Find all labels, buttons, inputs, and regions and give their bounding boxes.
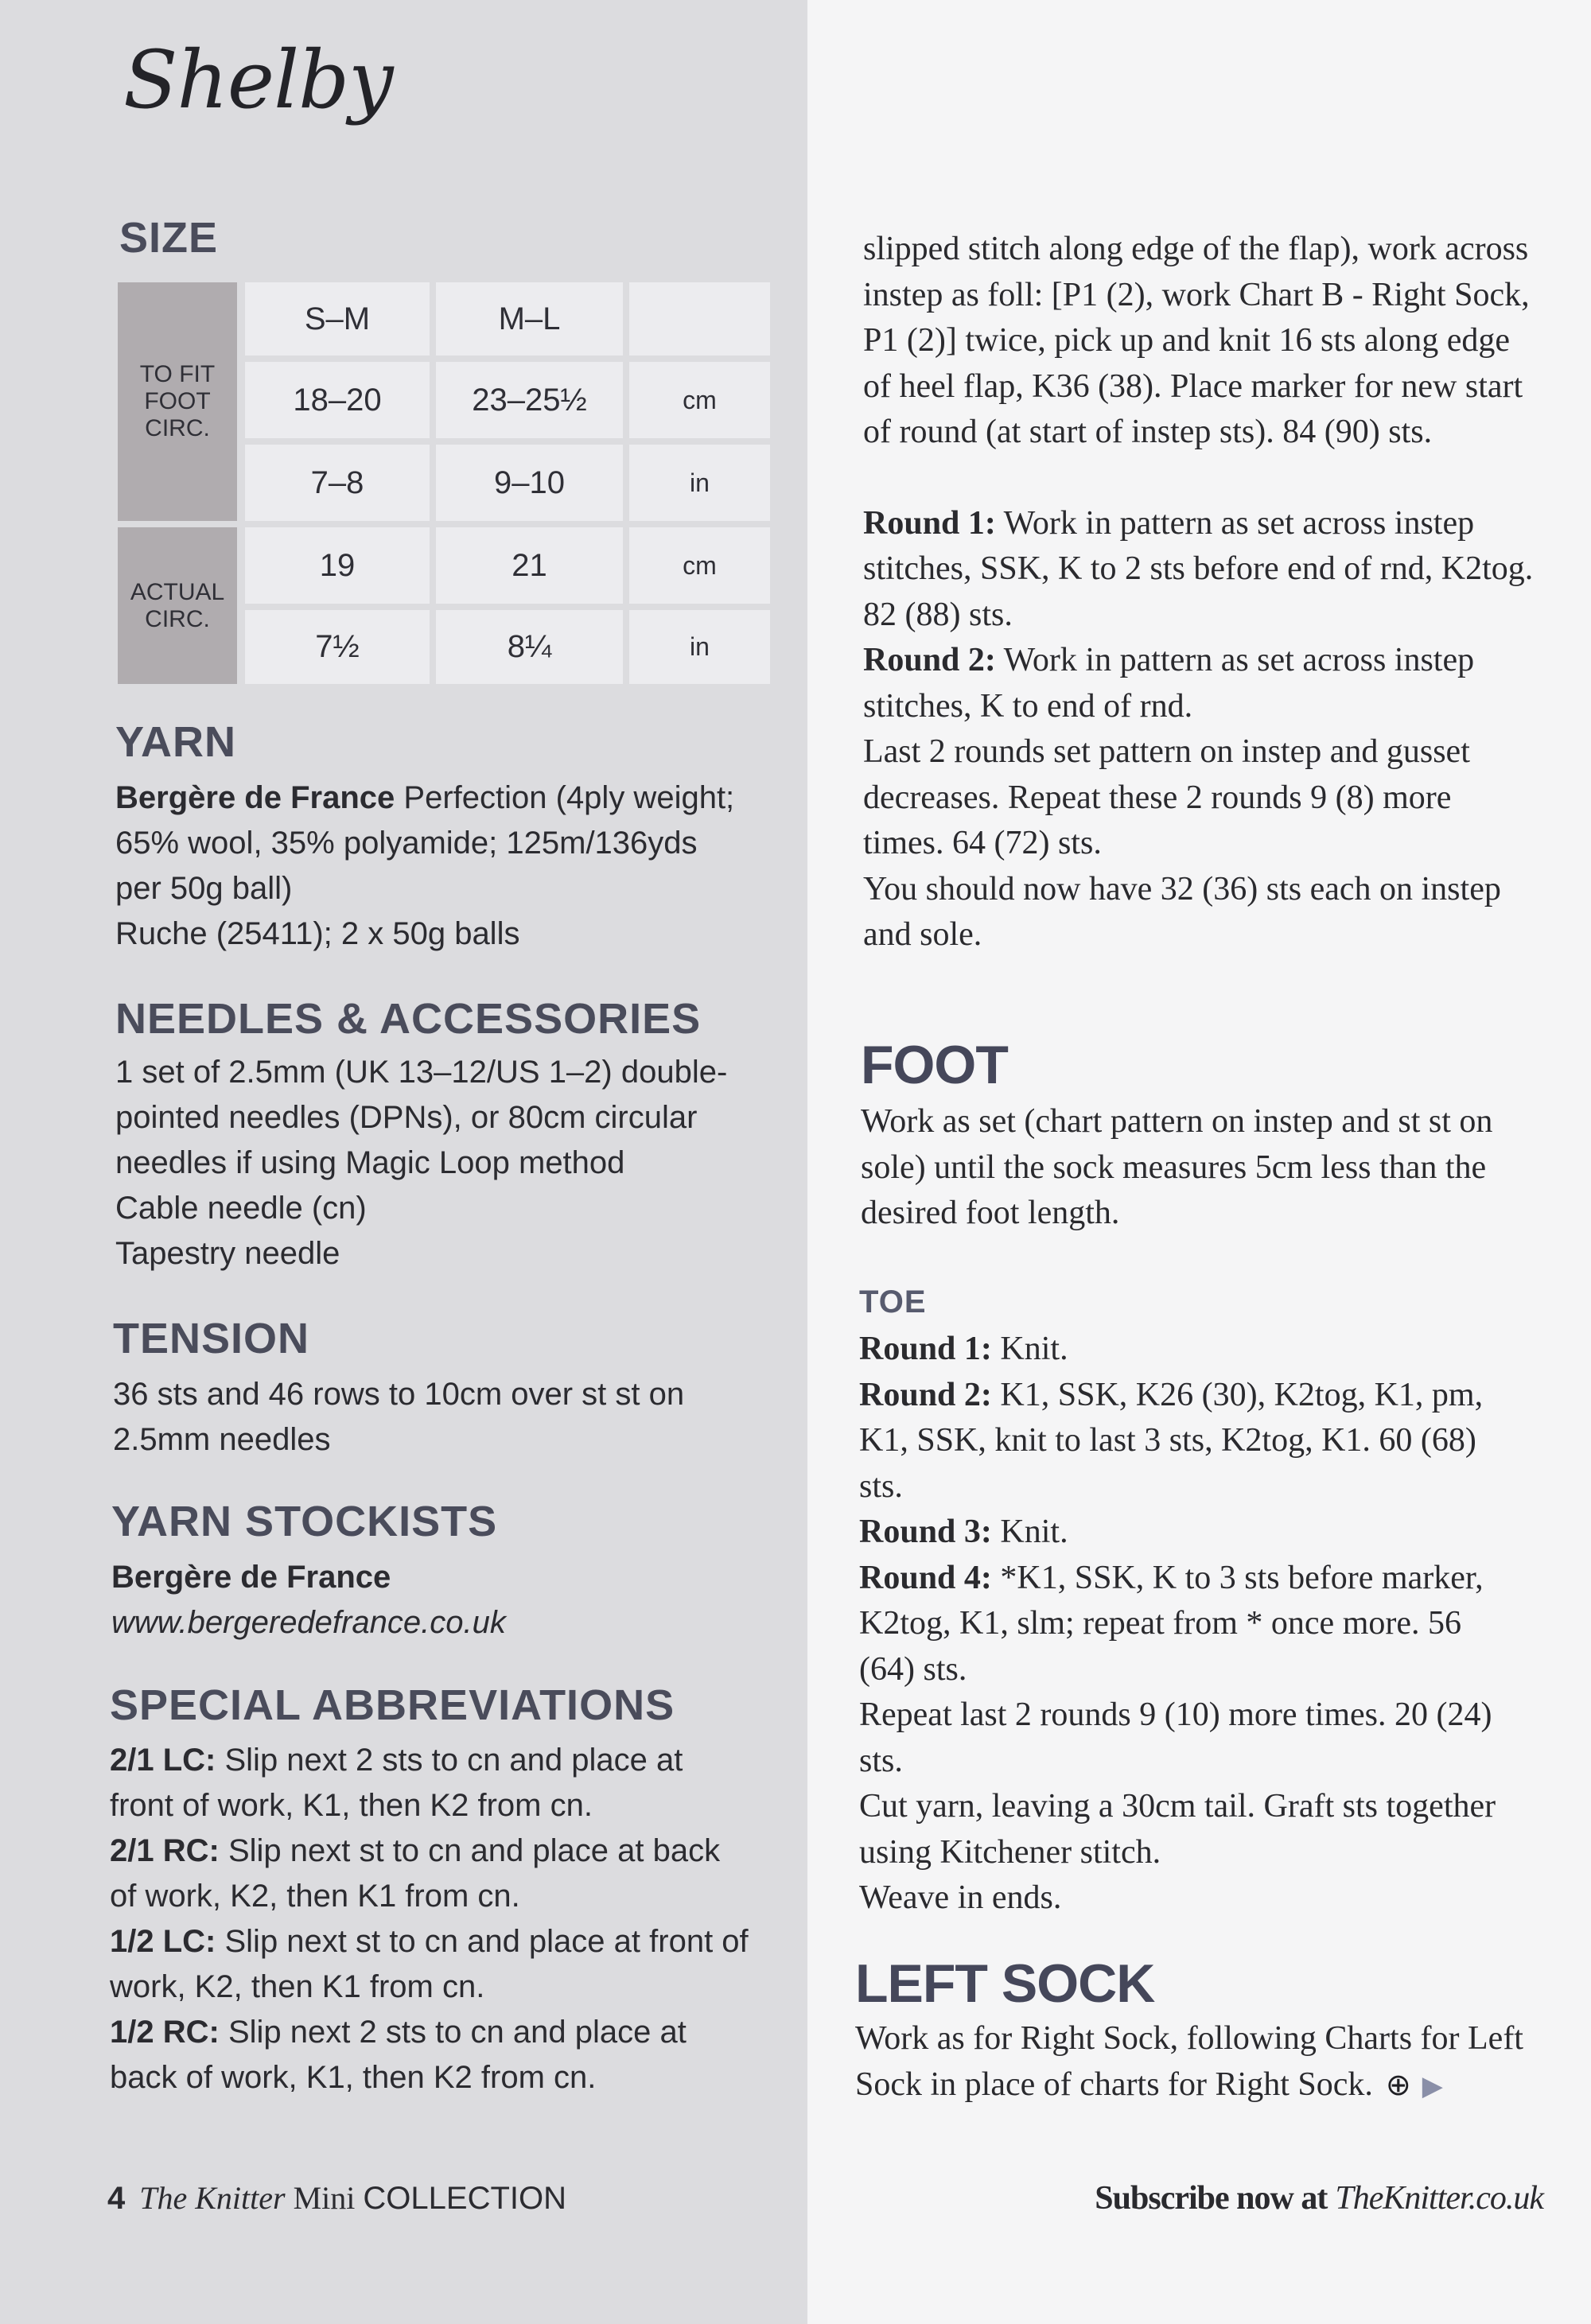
size-cell: 19 — [245, 527, 430, 604]
abbreviation-definition: Slip next st to cn and place at back of work, K2, then K1 from cn. — [110, 1833, 721, 1914]
round-text: Work in pattern as set across instep stitches, SSK, K to 2 sts before end of rnd, K2tog. 82 (88) sts. — [863, 504, 1534, 633]
tension-text — [113, 1372, 718, 1463]
size-unit-cell: in — [629, 610, 770, 684]
round-label: Round 1: — [863, 504, 996, 542]
abbreviation-term: 1/2 LC: — [110, 1924, 216, 1959]
left-sock-instructions — [855, 2016, 1571, 2109]
size-table — [118, 282, 770, 684]
abbreviation-item — [110, 2010, 754, 2101]
magazine-name: The Knitter — [139, 2180, 286, 2216]
footer-subscribe — [1095, 2179, 1543, 2217]
size-cell: 18–20 — [245, 362, 430, 438]
gusset-round-1 — [863, 501, 1539, 639]
abbreviation-term: 2/1 RC: — [110, 1833, 220, 1868]
abbreviation-item — [110, 1828, 754, 1919]
size-cell: 9–10 — [436, 445, 623, 521]
foot-instructions — [861, 1099, 1561, 1237]
group-label-actual: ACTUAL CIRC. — [118, 527, 237, 684]
yarn-details — [115, 775, 752, 957]
gusset-intro: slipped stitch along edge of the flap), work across instep as foll: [P1 (2), work Chart B - Right Sock, P1 (2)] twice, pick up and knit 16 sts along edge of heel flap, K36 (38). Place marker for new start of round (at start of instep sts). 84 (90) sts. — [863, 231, 1530, 450]
abbreviation-term: 2/1 LC: — [110, 1743, 216, 1778]
subscribe-site: TheKnitter.co.uk — [1335, 2180, 1543, 2217]
toe-repeat: Repeat last 2 rounds 9 (10) more times. 20 (24) sts. — [859, 1696, 1492, 1779]
abbreviation-definition: Slip next st to cn and place at front of work, K2, then K1 from cn. — [110, 1924, 749, 2004]
round-text: Work in pattern as set across instep stitches, K to end of rnd. — [863, 642, 1475, 725]
needles-heading: NEEDLES & ACCESSORIES — [115, 995, 702, 1043]
size-cell: 7–8 — [245, 445, 430, 521]
gusset-note: Last 2 rounds set pattern on instep and gusset decreases. Repeat these 2 rounds 9 (8) more times. 64 (72) sts. — [863, 733, 1470, 861]
foot-text: Work as set (chart pattern on instep and st st on sole) until the sock measures 5cm less than the desired foot length. — [861, 1103, 1493, 1231]
stockist-name: Bergère de France — [111, 1560, 391, 1595]
size-heading: SIZE — [119, 214, 219, 262]
round-text: K1, SSK, K26 (30), K2tog, K1, pm, K1, SSK, knit to last 3 sts, K2tog, K1. 60 (68) sts. — [859, 1376, 1484, 1505]
yarn-brand: Bergère de France — [115, 780, 395, 815]
round-label: Round 1: — [859, 1331, 992, 1367]
abbreviation-definition: Slip next 2 sts to cn and place at back of work, K1, then K2 from cn. — [110, 2015, 687, 2095]
needles-item: 1 set of 2.5mm (UK 13–12/US 1–2) double-pointed needles (DPNs), or 80cm circular needles if using Magic Loop method — [115, 1055, 728, 1180]
yarn-description: Perfection (4ply weight; 65% wool, 35% polyamide; 125m/136yds per 50g ball) — [115, 780, 735, 906]
gusset-round-2 — [863, 638, 1539, 729]
footer-credit — [107, 2179, 566, 2217]
toe-heading: TOE — [859, 1284, 927, 1319]
toe-round-1 — [859, 1327, 1519, 1373]
pattern-title: Shelby — [123, 33, 393, 126]
tension-value: 36 sts and 46 rows to 10cm over st st on 2.5mm needles — [113, 1377, 685, 1457]
toe-round-3 — [859, 1510, 1519, 1556]
tension-heading: TENSION — [113, 1315, 310, 1362]
next-page-arrow-icon: ▶ — [1422, 2071, 1443, 2101]
left-sock-text: Work as for Right Sock, following Charts for Left Sock in place of charts for Right Sock. — [855, 2020, 1523, 2103]
round-text: Knit. — [1000, 1331, 1068, 1367]
round-label: Round 3: — [859, 1514, 992, 1550]
size-unit-cell — [629, 282, 770, 356]
stockists-details — [111, 1555, 748, 1646]
needles-item: Cable needle (cn) — [115, 1191, 367, 1226]
abbreviation-item — [110, 1919, 754, 2010]
abbreviation-item — [110, 1738, 754, 1828]
subscribe-text: Subscribe now at — [1095, 2180, 1328, 2217]
toe-cut: Cut yarn, leaving a 30cm tail. Graft sts together using Kitchener stitch. — [859, 1788, 1496, 1871]
stockist-url: www.bergeredefrance.co.uk — [111, 1605, 506, 1640]
end-of-pattern-icon: ⊕ — [1385, 2068, 1411, 2102]
group-label-to-fit: TO FIT FOOT CIRC. — [118, 282, 237, 521]
round-label: Round 4: — [859, 1559, 992, 1596]
abbreviation-definition: Slip next 2 sts to cn and place at front of work, K1, then K2 from cn. — [110, 1743, 683, 1823]
size-cell: 7½ — [245, 610, 430, 684]
abbreviations-heading: SPECIAL ABBREVIATIONS — [110, 1681, 675, 1729]
size-unit-cell: in — [629, 445, 770, 521]
abbreviation-term: 1/2 RC: — [110, 2015, 220, 2050]
magazine-mini: Mini — [293, 2180, 356, 2216]
yarn-colour: Ruche (25411); 2 x 50g balls — [115, 916, 520, 951]
page-number: 4 — [107, 2181, 126, 2216]
yarn-heading: YARN — [115, 718, 237, 766]
gusset-instructions — [863, 227, 1539, 958]
round-label: Round 2: — [863, 642, 996, 678]
needles-item: Tapestry needle — [115, 1236, 340, 1271]
stockists-heading: YARN STOCKISTS — [111, 1498, 498, 1545]
toe-round-2 — [859, 1373, 1519, 1510]
abbreviations-list — [110, 1738, 754, 2101]
size-header-ml: M–L — [436, 282, 623, 356]
size-unit-cell: cm — [629, 362, 770, 438]
left-sock-paragraph — [855, 2016, 1571, 2109]
toe-instructions — [859, 1327, 1519, 1922]
size-unit-cell: cm — [629, 527, 770, 604]
toe-weave: Weave in ends. — [859, 1879, 1062, 1916]
round-label: Round 2: — [859, 1376, 992, 1413]
magazine-collection: COLLECTION — [363, 2181, 566, 2216]
size-header-sm: S–M — [245, 282, 430, 356]
size-cell: 23–25½ — [436, 362, 623, 438]
size-cell: 21 — [436, 527, 623, 604]
toe-round-4 — [859, 1556, 1519, 1693]
round-text: *K1, SSK, K to 3 sts before marker, K2tog, K1, slm; repeat from * once more. 56 (64) sts. — [859, 1559, 1484, 1688]
foot-heading: FOOT — [861, 1035, 1008, 1095]
needles-list — [115, 1050, 744, 1277]
gusset-note: You should now have 32 (36) sts each on instep and sole. — [863, 870, 1501, 953]
round-text: Knit. — [1000, 1514, 1068, 1550]
size-cell: 8¼ — [436, 610, 623, 684]
left-sock-heading: LEFT SOCK — [855, 1953, 1155, 2014]
